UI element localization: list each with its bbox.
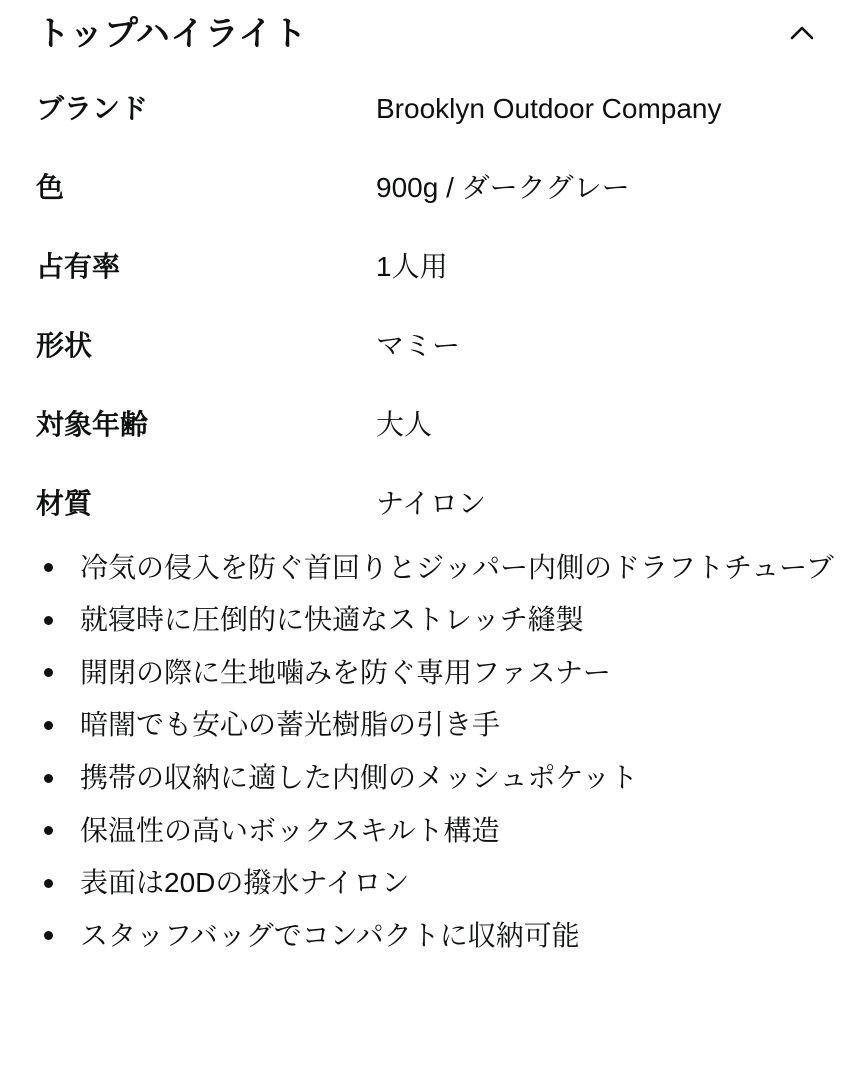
chevron-up-icon — [789, 21, 815, 47]
table-row — [36, 249, 835, 328]
bullet-icon — [44, 931, 53, 940]
list-item — [36, 654, 835, 693]
attribute-key: 色 — [36, 171, 65, 203]
list-item-label: 冷気の侵入を防ぐ首回りとジッパー内側のドラフトチューブ — [80, 551, 834, 583]
list-item — [36, 917, 835, 956]
list-item-label: 保温性の高いボックスキルト構造 — [80, 814, 500, 846]
feature-list — [36, 549, 835, 956]
table-row — [36, 486, 835, 523]
bullet-icon — [44, 721, 53, 730]
attribute-key: 材質 — [36, 487, 93, 519]
attribute-value: Brooklyn Outdoor Company — [376, 92, 722, 124]
list-item-label: 就寝時に圧倒的に快適なストレッチ縫製 — [80, 604, 584, 636]
attribute-key: 占有率 — [36, 250, 121, 282]
attribute-table — [36, 91, 835, 523]
attribute-value: 900g / ダークグレー — [376, 171, 630, 203]
bullet-icon — [44, 826, 53, 835]
list-item — [36, 812, 835, 851]
attribute-key: ブランド — [36, 92, 149, 124]
list-item — [36, 601, 835, 640]
attribute-value: 1人用 — [376, 250, 448, 282]
attribute-value: 大人 — [376, 408, 433, 440]
list-item-label: 開閉の際に生地噛みを防ぐ専用ファスナー — [80, 656, 611, 688]
list-item — [36, 759, 835, 798]
list-item — [36, 549, 835, 588]
attribute-value: ナイロン — [376, 487, 487, 519]
page-title: トップハイライト — [36, 15, 308, 53]
list-item-label: 表面は20Dの撥水ナイロン — [80, 867, 410, 899]
collapse-section-button[interactable] — [779, 14, 825, 54]
list-item — [36, 864, 835, 903]
bullet-icon — [44, 668, 53, 677]
table-row — [36, 328, 835, 407]
table-row — [36, 407, 835, 486]
bullet-icon — [44, 774, 53, 783]
bullet-icon — [44, 563, 53, 572]
section-header — [36, 0, 835, 55]
table-row — [36, 91, 835, 170]
attribute-key: 対象年齢 — [36, 408, 149, 440]
list-item — [36, 706, 835, 745]
list-item-label: 携帯の収納に適した内側のメッシュポケット — [80, 762, 639, 794]
list-item-label: スタッフバッグでコンパクトに収納可能 — [80, 919, 580, 951]
bullet-icon — [44, 879, 53, 888]
bullet-icon — [44, 616, 53, 625]
table-row — [36, 170, 835, 249]
attribute-value: マミー — [376, 329, 461, 361]
list-item-label: 暗闇でも安心の蓄光樹脂の引き手 — [80, 709, 501, 741]
attribute-key: 形状 — [36, 329, 93, 361]
